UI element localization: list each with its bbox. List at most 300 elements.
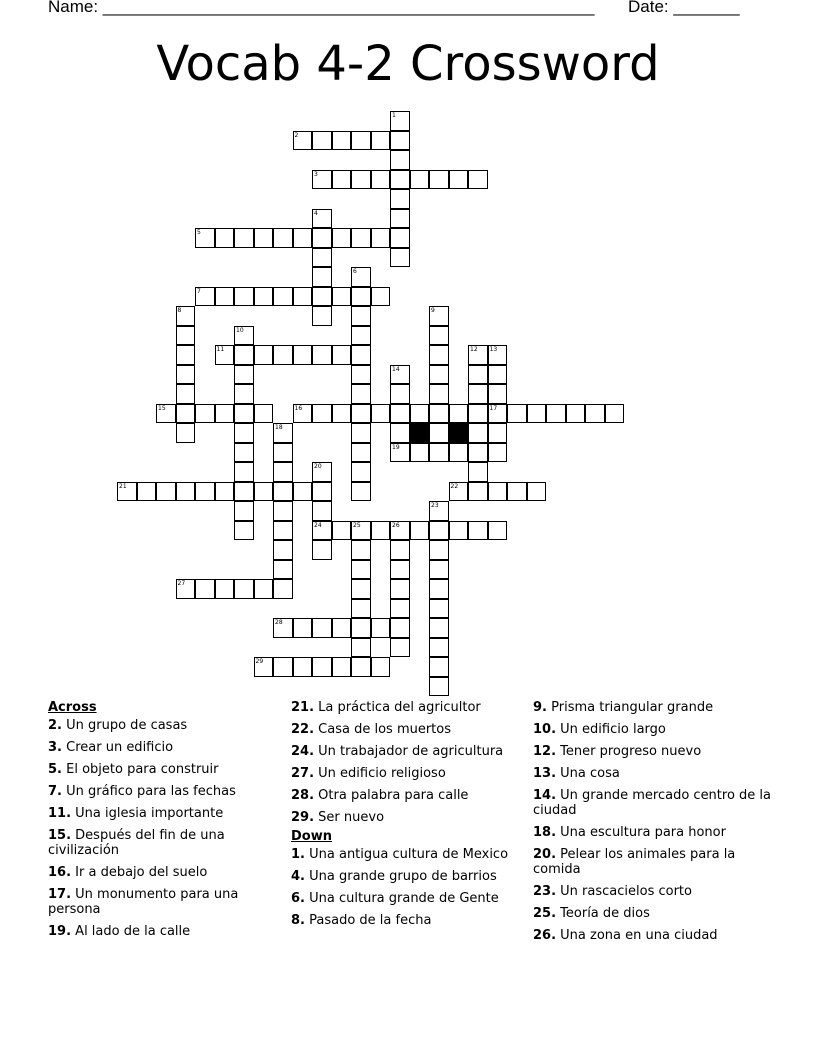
clue-text: Una iglesia importante — [75, 806, 224, 821]
clue-item — [533, 928, 773, 943]
clue-number: 14. — [533, 788, 557, 803]
grid-cell[interactable] — [273, 443, 293, 463]
clue-number: 7. — [48, 784, 62, 799]
down-clue-list-continued — [533, 700, 773, 943]
clue-number: 8. — [291, 913, 305, 928]
clue-text: Una antigua cultura de Mexico — [309, 847, 509, 862]
clue-number: 15. — [48, 828, 72, 843]
grid-cell[interactable] — [215, 404, 235, 424]
grid-cell[interactable] — [234, 501, 254, 521]
grid-cell[interactable] — [332, 228, 352, 248]
clue-item — [533, 766, 773, 781]
clue-number: 6. — [291, 891, 305, 906]
grid-number: 15 — [158, 404, 166, 412]
grid-cell[interactable] — [429, 326, 449, 346]
grid-cell[interactable] — [312, 228, 332, 248]
grid-cell[interactable] — [429, 657, 449, 677]
grid-cell[interactable] — [312, 501, 332, 521]
grid-cell[interactable] — [390, 170, 410, 190]
grid-cell[interactable] — [234, 423, 254, 443]
grid-cell[interactable] — [351, 540, 371, 560]
grid-cell[interactable] — [273, 228, 293, 248]
grid-cell[interactable] — [429, 501, 449, 521]
grid-cell[interactable] — [351, 131, 371, 151]
grid-cell[interactable] — [234, 482, 254, 502]
grid-cell[interactable] — [351, 170, 371, 190]
grid-cell[interactable] — [312, 248, 332, 268]
grid-cell[interactable] — [390, 618, 410, 638]
grid-cell[interactable] — [390, 189, 410, 209]
clue-item — [533, 722, 773, 737]
grid-cell[interactable] — [254, 228, 274, 248]
grid-cell[interactable] — [332, 131, 352, 151]
clue-text: Un gráfico para las fechas — [66, 784, 236, 799]
grid-cell[interactable] — [371, 287, 391, 307]
grid-cell[interactable] — [468, 482, 488, 502]
grid-cell[interactable] — [371, 657, 391, 677]
grid-cell[interactable] — [293, 657, 313, 677]
grid-cell[interactable] — [156, 404, 176, 424]
grid-cell[interactable] — [468, 345, 488, 365]
grid-cell[interactable] — [351, 228, 371, 248]
grid-cell[interactable] — [332, 170, 352, 190]
grid-cell[interactable] — [293, 618, 313, 638]
grid-cell[interactable] — [429, 423, 449, 443]
clue-text: Un grupo de casas — [66, 718, 188, 733]
clue-number: 19. — [48, 924, 72, 939]
grid-cell[interactable] — [215, 345, 235, 365]
clue-text: Pelear los animales para la comida — [533, 847, 736, 877]
grid-cell[interactable] — [390, 365, 410, 385]
grid-cell[interactable] — [468, 170, 488, 190]
grid-cell[interactable] — [234, 404, 254, 424]
clue-number: 5. — [48, 762, 62, 777]
grid-cell[interactable] — [546, 404, 566, 424]
clue-item — [291, 869, 519, 884]
grid-cell[interactable] — [312, 404, 332, 424]
grid-cell[interactable] — [429, 521, 449, 541]
grid-cell[interactable] — [176, 482, 196, 502]
grid-cell[interactable] — [390, 228, 410, 248]
grid-cell[interactable] — [273, 521, 293, 541]
grid-number: 17 — [489, 404, 498, 412]
grid-cell[interactable] — [351, 345, 371, 365]
clue-text: Otra palabra para calle — [318, 788, 469, 803]
clue-number: 18. — [533, 825, 557, 840]
grid-cell[interactable] — [488, 345, 508, 365]
clue-text: Una grande grupo de barrios — [309, 869, 497, 884]
grid-number: 21 — [119, 482, 127, 490]
grid-cell[interactable] — [273, 501, 293, 521]
page-title: Vocab 4-2 Crossword — [156, 36, 660, 92]
grid-cell[interactable] — [390, 521, 410, 541]
grid-number: 7 — [197, 287, 201, 295]
grid-cell[interactable] — [215, 228, 235, 248]
clue-item — [533, 884, 773, 899]
grid-cell[interactable] — [176, 384, 196, 404]
grid-cell[interactable] — [254, 287, 274, 307]
grid-cell[interactable] — [390, 384, 410, 404]
grid-number: 24 — [314, 521, 322, 529]
clue-text: Pasado de la fecha — [309, 913, 432, 928]
grid-cell[interactable] — [312, 618, 332, 638]
grid-cell[interactable] — [156, 482, 176, 502]
grid-number: 19 — [392, 443, 400, 451]
grid-cell[interactable] — [293, 345, 313, 365]
grid-cell[interactable] — [468, 404, 488, 424]
grid-cell[interactable] — [254, 345, 274, 365]
clue-number: 13. — [533, 766, 557, 781]
clue-text: Ir a debajo del suelo — [75, 865, 208, 880]
grid-cell[interactable] — [351, 384, 371, 404]
grid-cell[interactable] — [429, 404, 449, 424]
clue-number: 16. — [48, 865, 72, 880]
grid-cell[interactable] — [176, 345, 196, 365]
grid-cell[interactable] — [468, 521, 488, 541]
grid-cell[interactable] — [351, 287, 371, 307]
grid-cell[interactable] — [195, 404, 215, 424]
clue-item — [291, 847, 519, 862]
grid-cell[interactable] — [234, 521, 254, 541]
grid-cell[interactable] — [351, 638, 371, 658]
clue-text: Una zona en una ciudad — [560, 928, 718, 943]
grid-cell[interactable] — [371, 618, 391, 638]
clue-text: Al lado de la calle — [75, 924, 191, 939]
clue-item — [533, 906, 773, 921]
grid-cell[interactable] — [273, 345, 293, 365]
grid-number: 13 — [489, 346, 498, 353]
grid-cell[interactable] — [390, 560, 410, 580]
clue-number: 22. — [291, 722, 315, 737]
grid-cell[interactable] — [429, 443, 449, 463]
grid-cell[interactable] — [566, 404, 586, 424]
grid-cell[interactable] — [234, 228, 254, 248]
grid-cell[interactable] — [351, 657, 371, 677]
clue-item — [48, 806, 273, 821]
clue-text: Un trabajador de agricultura — [318, 744, 504, 759]
clue-number: 29. — [291, 810, 315, 825]
grid-cell[interactable] — [371, 404, 391, 424]
grid-cell[interactable] — [273, 560, 293, 580]
grid-number: 12 — [470, 346, 478, 353]
grid-cell[interactable] — [312, 170, 332, 190]
grid-cell[interactable] — [273, 462, 293, 482]
grid-cell[interactable] — [390, 111, 410, 131]
grid-cell[interactable] — [234, 345, 254, 365]
grid-cell[interactable] — [273, 287, 293, 307]
grid-number: 18 — [275, 424, 283, 431]
blocked-cell — [449, 423, 469, 443]
grid-cell[interactable] — [176, 579, 196, 599]
grid-cell[interactable] — [371, 131, 391, 151]
grid-cell[interactable] — [527, 404, 547, 424]
grid-cell[interactable] — [312, 131, 332, 151]
grid-cell[interactable] — [429, 638, 449, 658]
grid-cell[interactable] — [429, 170, 449, 190]
clue-text: Ser nuevo — [318, 810, 385, 825]
grid-number: 22 — [450, 482, 459, 490]
grid-cell[interactable] — [312, 287, 332, 307]
grid-cell[interactable] — [195, 482, 215, 502]
clue-item — [291, 810, 519, 825]
grid-cell[interactable] — [527, 482, 547, 502]
grid-cell[interactable] — [293, 228, 313, 248]
clue-text: El objeto para construir — [66, 762, 219, 777]
clues-column-1 — [48, 700, 273, 946]
across-heading: Across — [48, 700, 97, 715]
grid-cell[interactable] — [351, 404, 371, 424]
grid-cell[interactable] — [488, 423, 508, 443]
clue-text: Después del fin de una civilización — [48, 828, 225, 858]
clue-number: 1. — [291, 847, 305, 862]
grid-cell[interactable] — [332, 287, 352, 307]
grid-cell[interactable] — [312, 306, 332, 326]
grid-cell[interactable] — [312, 482, 332, 502]
clue-text: Un edificio largo — [560, 722, 666, 737]
grid-cell[interactable] — [429, 384, 449, 404]
grid-cell[interactable] — [390, 599, 410, 619]
grid-cell[interactable] — [351, 579, 371, 599]
grid-cell[interactable] — [176, 404, 196, 424]
grid-cell[interactable] — [312, 657, 332, 677]
grid-cell[interactable] — [371, 521, 391, 541]
clue-item — [48, 740, 273, 755]
grid-cell[interactable] — [273, 618, 293, 638]
grid-cell[interactable] — [117, 482, 137, 502]
grid-cell[interactable] — [390, 131, 410, 151]
clue-item — [291, 891, 519, 906]
grid-cell[interactable] — [429, 618, 449, 638]
grid-cell[interactable] — [605, 404, 625, 424]
grid-number: 4 — [314, 209, 318, 217]
grid-cell[interactable] — [429, 345, 449, 365]
clue-item — [48, 865, 273, 880]
grid-cell[interactable] — [254, 404, 274, 424]
grid-cell[interactable] — [390, 209, 410, 229]
grid-cell[interactable] — [273, 482, 293, 502]
grid-cell[interactable] — [351, 482, 371, 502]
grid-cell[interactable] — [429, 560, 449, 580]
grid-cell[interactable] — [429, 365, 449, 385]
grid-cell[interactable] — [449, 170, 469, 190]
grid-cell[interactable] — [195, 287, 215, 307]
clue-item — [48, 784, 273, 799]
date-field-label: Date: _______ — [628, 0, 740, 16]
clue-text: Tener progreso nuevo — [560, 744, 702, 759]
grid-cell[interactable] — [332, 521, 352, 541]
grid-cell[interactable] — [234, 579, 254, 599]
grid-cell[interactable] — [429, 677, 449, 697]
grid-cell[interactable] — [293, 404, 313, 424]
grid-cell[interactable] — [468, 443, 488, 463]
clue-item — [533, 825, 773, 840]
grid-cell[interactable] — [312, 209, 332, 229]
grid-cell[interactable] — [468, 365, 488, 385]
grid-cell[interactable] — [390, 638, 410, 658]
grid-cell[interactable] — [234, 287, 254, 307]
grid-cell[interactable] — [195, 228, 215, 248]
clue-item — [48, 762, 273, 777]
grid-cell[interactable] — [332, 618, 352, 638]
grid-cell[interactable] — [254, 579, 274, 599]
grid-cell[interactable] — [293, 287, 313, 307]
grid-cell[interactable] — [488, 443, 508, 463]
grid-cell[interactable] — [351, 306, 371, 326]
grid-cell[interactable] — [390, 423, 410, 443]
blocked-cell — [410, 423, 430, 443]
clue-item — [533, 847, 773, 877]
grid-cell[interactable] — [234, 365, 254, 385]
grid-cell[interactable] — [312, 521, 332, 541]
grid-cell[interactable] — [390, 443, 410, 463]
grid-cell[interactable] — [351, 560, 371, 580]
grid-cell[interactable] — [468, 384, 488, 404]
grid-cell[interactable] — [351, 443, 371, 463]
grid-cell[interactable] — [293, 131, 313, 151]
grid-cell[interactable] — [429, 540, 449, 560]
clue-text: Una cosa — [560, 766, 620, 781]
grid-cell[interactable] — [371, 228, 391, 248]
clue-item — [291, 788, 519, 803]
grid-cell[interactable] — [351, 326, 371, 346]
clue-text: Una escultura para honor — [560, 825, 726, 840]
grid-cell[interactable] — [137, 482, 157, 502]
grid-cell[interactable] — [273, 657, 293, 677]
grid-cell[interactable] — [273, 423, 293, 443]
grid-cell[interactable] — [351, 521, 371, 541]
grid-cell[interactable] — [390, 404, 410, 424]
grid-cell[interactable] — [351, 365, 371, 385]
grid-cell[interactable] — [254, 657, 274, 677]
grid-cell[interactable] — [410, 404, 430, 424]
grid-number: 16 — [294, 404, 303, 412]
grid-cell[interactable] — [254, 482, 274, 502]
grid-cell[interactable] — [429, 579, 449, 599]
grid-cell[interactable] — [488, 384, 508, 404]
grid-cell[interactable] — [449, 443, 469, 463]
grid-cell[interactable] — [351, 618, 371, 638]
grid-number: 5 — [197, 229, 201, 236]
grid-cell[interactable] — [585, 404, 605, 424]
grid-cell[interactable] — [390, 150, 410, 170]
grid-cell[interactable] — [507, 482, 527, 502]
grid-cell[interactable] — [410, 170, 430, 190]
grid-cell[interactable] — [332, 404, 352, 424]
grid-cell[interactable] — [176, 365, 196, 385]
clue-number: 9. — [533, 700, 547, 715]
clue-text: Casa de los muertos — [318, 722, 452, 737]
clue-text: Un rascacielos corto — [560, 884, 692, 899]
grid-number: 1 — [392, 112, 396, 119]
grid-cell[interactable] — [215, 482, 235, 502]
grid-number: 6 — [353, 268, 357, 275]
across-clue-list — [48, 718, 273, 939]
grid-cell[interactable] — [410, 521, 430, 541]
grid-cell[interactable] — [410, 443, 430, 463]
grid-cell[interactable] — [351, 462, 371, 482]
grid-number: 3 — [314, 170, 318, 178]
grid-number: 28 — [275, 619, 283, 626]
grid-cell[interactable] — [312, 267, 332, 287]
clue-text: Teoría de dios — [560, 906, 650, 921]
grid-cell[interactable] — [351, 423, 371, 443]
grid-cell[interactable] — [312, 462, 332, 482]
grid-cell[interactable] — [293, 482, 313, 502]
grid-number: 8 — [177, 307, 182, 314]
grid-cell[interactable] — [176, 423, 196, 443]
grid-cell[interactable] — [312, 345, 332, 365]
grid-cell[interactable] — [468, 423, 488, 443]
clue-item — [533, 700, 773, 715]
grid-cell[interactable] — [390, 579, 410, 599]
grid-cell[interactable] — [488, 521, 508, 541]
grid-cell[interactable] — [215, 287, 235, 307]
grid-cell[interactable] — [215, 579, 235, 599]
grid-cell[interactable] — [429, 306, 449, 326]
clue-number: 20. — [533, 847, 557, 862]
grid-cell[interactable] — [332, 345, 352, 365]
grid-number: 10 — [236, 326, 244, 334]
grid-cell[interactable] — [488, 404, 508, 424]
grid-cell[interactable] — [195, 579, 215, 599]
clues-column-2 — [291, 700, 519, 935]
grid-cell[interactable] — [234, 443, 254, 463]
grid-cell[interactable] — [507, 404, 527, 424]
clue-number: 25. — [533, 906, 557, 921]
grid-cell[interactable] — [351, 599, 371, 619]
clue-item — [48, 718, 273, 733]
grid-cell[interactable] — [449, 482, 469, 502]
grid-cell[interactable] — [390, 248, 410, 268]
grid-number: 2 — [294, 131, 299, 139]
clue-number: 21. — [291, 700, 315, 715]
grid-cell[interactable] — [273, 540, 293, 560]
grid-number: 20 — [314, 463, 322, 470]
clue-text: Una cultura grande de Gente — [309, 891, 499, 906]
clue-number: 10. — [533, 722, 557, 737]
grid-cell[interactable] — [429, 599, 449, 619]
grid-cell[interactable] — [468, 462, 488, 482]
grid-cell[interactable] — [312, 540, 332, 560]
grid-number: 14 — [392, 365, 400, 373]
grid-cell[interactable] — [234, 384, 254, 404]
grid-cell[interactable] — [234, 462, 254, 482]
clue-item — [48, 828, 273, 858]
grid-cell[interactable] — [390, 540, 410, 560]
grid-cell[interactable] — [371, 170, 391, 190]
clue-number: 2. — [48, 718, 62, 733]
grid-cell[interactable] — [449, 404, 469, 424]
grid-cell[interactable] — [332, 657, 352, 677]
grid-cell[interactable] — [234, 326, 254, 346]
clue-item — [291, 722, 519, 737]
clue-item — [291, 913, 519, 928]
clue-number: 3. — [48, 740, 62, 755]
down-clue-list — [291, 847, 519, 928]
grid-cell[interactable] — [449, 521, 469, 541]
grid-cell[interactable] — [488, 482, 508, 502]
grid-cell[interactable] — [273, 579, 293, 599]
grid-number: 27 — [177, 580, 186, 587]
clue-number: 24. — [291, 744, 315, 759]
grid-cell[interactable] — [176, 306, 196, 326]
clue-text: Un edificio religioso — [318, 766, 446, 781]
grid-cell[interactable] — [176, 326, 196, 346]
clue-item — [291, 766, 519, 781]
grid-cell[interactable] — [488, 365, 508, 385]
grid-cell[interactable] — [351, 267, 371, 287]
clue-text: Crear un edificio — [66, 740, 174, 755]
